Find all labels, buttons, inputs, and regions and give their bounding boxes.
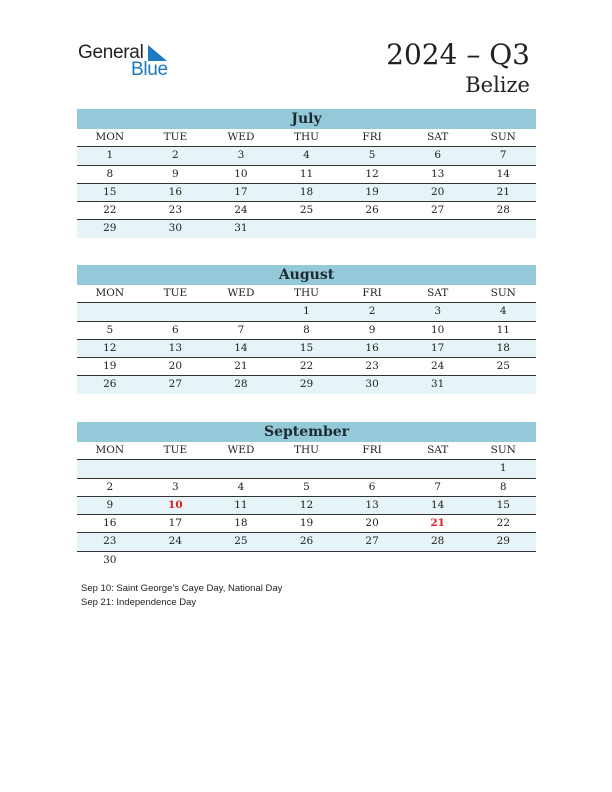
month-september bbox=[77, 422, 536, 569]
weekday-label: TUE bbox=[163, 131, 188, 143]
weekday-label: FRI bbox=[362, 287, 382, 299]
day-cell bbox=[77, 303, 143, 320]
day-cell: 19 bbox=[365, 185, 379, 198]
day-cell: 13 bbox=[168, 341, 183, 354]
week-row bbox=[77, 202, 536, 220]
week-row bbox=[77, 340, 536, 358]
day-cell: 16 bbox=[103, 517, 117, 530]
weekday-label: MON bbox=[95, 444, 125, 456]
day-cell: 10 bbox=[234, 167, 248, 180]
day-cell: 25 bbox=[299, 204, 314, 217]
day-cell: 11 bbox=[496, 323, 510, 336]
day-cell: 11 bbox=[299, 167, 314, 180]
day-cell bbox=[470, 552, 536, 569]
day-cell: 21 bbox=[234, 360, 248, 373]
day-cell bbox=[208, 303, 274, 320]
day-cell bbox=[405, 460, 471, 477]
day-cell: 13 bbox=[365, 498, 379, 511]
weekday-label: WED bbox=[227, 131, 255, 143]
page-title: 2024 – Q3 bbox=[386, 38, 530, 71]
day-cell: 31 bbox=[234, 222, 248, 235]
holiday-notes bbox=[81, 582, 282, 610]
month-july bbox=[77, 109, 536, 238]
weekday-label: SUN bbox=[490, 131, 516, 143]
day-cell: 2 bbox=[172, 149, 179, 162]
day-cell: 7 bbox=[434, 480, 442, 493]
day-cell: 20 bbox=[365, 517, 379, 530]
week-row bbox=[77, 322, 536, 340]
day-cell: 26 bbox=[299, 535, 314, 548]
day-cell bbox=[470, 376, 536, 393]
day-cell bbox=[208, 552, 274, 569]
day-cell: 21 bbox=[496, 185, 510, 198]
weekday-label: SAT bbox=[427, 287, 449, 299]
day-cell: 29 bbox=[496, 535, 510, 548]
day-cell bbox=[339, 220, 405, 237]
day-cell: 12 bbox=[299, 498, 314, 511]
day-cell: 1 bbox=[106, 149, 114, 162]
weekday-label: MON bbox=[95, 287, 125, 299]
day-cell: 1 bbox=[303, 305, 310, 318]
weekday-label: TUE bbox=[163, 444, 188, 456]
week-row bbox=[77, 184, 536, 202]
week-row bbox=[77, 220, 536, 237]
weekday-header-row bbox=[77, 129, 536, 147]
day-cell bbox=[143, 303, 209, 320]
week-row bbox=[77, 515, 536, 533]
week-row bbox=[77, 533, 536, 551]
day-cell: 14 bbox=[430, 498, 445, 511]
day-cell: 16 bbox=[168, 185, 183, 198]
day-cell: 10 bbox=[430, 323, 445, 336]
day-cell: 28 bbox=[234, 378, 248, 391]
day-cell: 12 bbox=[365, 167, 379, 180]
day-cell: 14 bbox=[496, 167, 510, 180]
day-cell: 22 bbox=[103, 204, 117, 217]
day-cell: 8 bbox=[499, 480, 507, 493]
day-cell: 18 bbox=[496, 341, 510, 354]
day-cell: 2 bbox=[368, 305, 376, 318]
day-cell bbox=[77, 460, 143, 477]
day-cell: 2 bbox=[106, 480, 114, 493]
day-cell: 8 bbox=[303, 323, 310, 336]
day-cell bbox=[274, 220, 340, 237]
day-cell: 18 bbox=[234, 517, 248, 530]
weekday-label: THU bbox=[294, 131, 320, 143]
day-cell: 26 bbox=[365, 204, 379, 217]
day-cell: 9 bbox=[368, 323, 376, 336]
month-title: September bbox=[77, 422, 536, 442]
day-cell: 21 bbox=[430, 517, 445, 530]
week-row bbox=[77, 479, 536, 497]
day-cell bbox=[339, 460, 405, 477]
day-cell: 10 bbox=[168, 498, 183, 511]
day-cell: 29 bbox=[299, 378, 314, 391]
day-cell bbox=[274, 552, 340, 569]
weekday-label: SUN bbox=[490, 287, 516, 299]
day-cell: 17 bbox=[430, 341, 445, 354]
weekday-label: THU bbox=[294, 444, 320, 456]
week-row bbox=[77, 166, 536, 184]
day-cell: 7 bbox=[237, 323, 245, 336]
day-cell bbox=[470, 220, 536, 237]
weekday-label: SAT bbox=[427, 131, 449, 143]
day-cell: 6 bbox=[434, 149, 442, 162]
month-title: July bbox=[77, 109, 536, 129]
day-cell: 17 bbox=[234, 185, 248, 198]
day-cell: 4 bbox=[499, 305, 507, 318]
day-cell: 4 bbox=[237, 480, 245, 493]
day-cell: 30 bbox=[103, 553, 117, 566]
day-cell: 20 bbox=[430, 185, 445, 198]
day-cell: 24 bbox=[234, 204, 248, 217]
weekday-label: TUE bbox=[163, 287, 188, 299]
weekday-label: SAT bbox=[427, 444, 449, 456]
day-cell: 16 bbox=[365, 341, 379, 354]
logo-text-general: General bbox=[78, 42, 144, 63]
day-cell: 13 bbox=[430, 167, 445, 180]
day-cell: 23 bbox=[365, 360, 379, 373]
day-cell: 6 bbox=[172, 323, 179, 336]
day-cell: 5 bbox=[106, 323, 114, 336]
day-cell: 19 bbox=[103, 360, 117, 373]
day-cell bbox=[405, 220, 471, 237]
day-cell: 20 bbox=[168, 360, 183, 373]
day-cell: 27 bbox=[430, 204, 445, 217]
week-row bbox=[77, 303, 536, 321]
day-cell: 5 bbox=[303, 480, 310, 493]
day-cell: 14 bbox=[234, 341, 248, 354]
day-cell: 28 bbox=[496, 204, 510, 217]
weekday-label: FRI bbox=[362, 444, 382, 456]
day-cell: 7 bbox=[499, 149, 507, 162]
day-cell: 4 bbox=[303, 149, 310, 162]
country-name: Belize bbox=[465, 73, 530, 97]
day-cell: 30 bbox=[365, 378, 379, 391]
day-cell: 15 bbox=[299, 341, 314, 354]
day-cell: 22 bbox=[299, 360, 314, 373]
holiday-note: Sep 10: Saint George’s Caye Day, National Day bbox=[81, 583, 283, 594]
weekday-label: THU bbox=[294, 287, 320, 299]
week-row bbox=[77, 460, 536, 478]
weekday-header-row bbox=[77, 442, 536, 460]
day-cell: 19 bbox=[299, 517, 314, 530]
weekday-header-row bbox=[77, 285, 536, 303]
day-cell: 29 bbox=[103, 222, 117, 235]
day-cell: 12 bbox=[103, 341, 117, 354]
day-cell: 11 bbox=[234, 498, 248, 511]
day-cell: 3 bbox=[172, 480, 179, 493]
day-cell: 25 bbox=[234, 535, 248, 548]
week-row bbox=[77, 376, 536, 393]
day-cell: 25 bbox=[496, 360, 510, 373]
day-cell: 26 bbox=[103, 378, 117, 391]
week-row bbox=[77, 552, 536, 569]
week-row bbox=[77, 147, 536, 165]
day-cell: 31 bbox=[430, 378, 445, 391]
day-cell bbox=[405, 552, 471, 569]
week-row bbox=[77, 497, 536, 515]
day-cell bbox=[143, 552, 209, 569]
day-cell: 17 bbox=[168, 517, 183, 530]
holiday-note: Sep 21: Independence Day bbox=[81, 597, 197, 608]
day-cell bbox=[143, 460, 209, 477]
day-cell: 9 bbox=[172, 167, 179, 180]
day-cell: 22 bbox=[496, 517, 510, 530]
logo-text-blue: Blue bbox=[131, 59, 168, 80]
day-cell: 5 bbox=[368, 149, 376, 162]
day-cell: 3 bbox=[434, 305, 442, 318]
day-cell: 1 bbox=[499, 462, 507, 475]
day-cell: 23 bbox=[168, 204, 183, 217]
generalblue-logo bbox=[78, 42, 188, 82]
day-cell: 23 bbox=[103, 535, 117, 548]
weekday-label: FRI bbox=[362, 131, 382, 143]
day-cell: 18 bbox=[299, 185, 314, 198]
day-cell: 24 bbox=[168, 535, 183, 548]
day-cell bbox=[274, 460, 340, 477]
month-title: August bbox=[77, 265, 536, 285]
day-cell: 15 bbox=[496, 498, 510, 511]
month-august bbox=[77, 265, 536, 394]
day-cell: 15 bbox=[103, 185, 117, 198]
day-cell: 27 bbox=[168, 378, 183, 391]
day-cell: 6 bbox=[368, 480, 376, 493]
day-cell: 24 bbox=[430, 360, 445, 373]
weekday-label: WED bbox=[227, 444, 255, 456]
weekday-label: WED bbox=[227, 287, 255, 299]
day-cell: 27 bbox=[365, 535, 379, 548]
week-row bbox=[77, 358, 536, 376]
day-cell: 8 bbox=[106, 167, 114, 180]
day-cell: 3 bbox=[237, 149, 245, 162]
day-cell: 30 bbox=[168, 222, 183, 235]
day-cell: 9 bbox=[106, 498, 114, 511]
weekday-label: SUN bbox=[490, 444, 516, 456]
day-cell: 28 bbox=[430, 535, 445, 548]
day-cell bbox=[339, 552, 405, 569]
weekday-label: MON bbox=[95, 131, 125, 143]
day-cell bbox=[208, 460, 274, 477]
